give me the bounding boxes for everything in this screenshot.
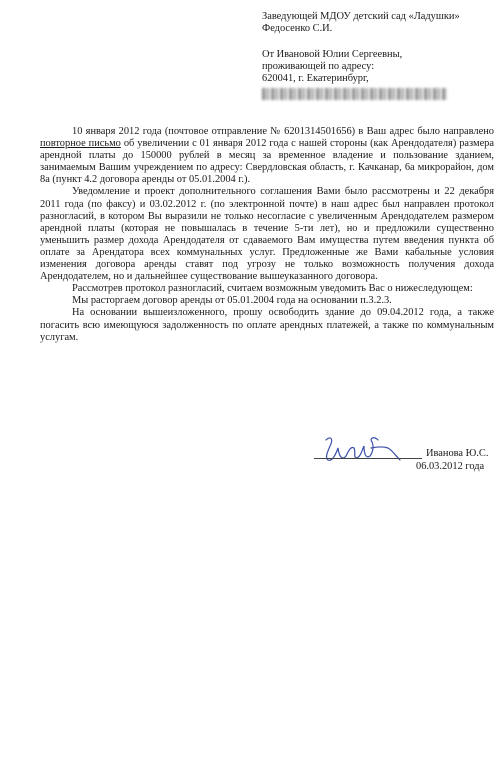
paragraph-4: Мы расторгаем договор аренды от 05.01.2004 года на основании п.3.2.3. [72,295,392,307]
handwritten-signature [316,434,402,466]
paragraph-1-underlined: повторное письмо [40,138,121,150]
paragraph-5: На основании вышеизложенного, прошу освободить здание до 09.04.2012 года, а также погасить всю имеющуюся задолженность по оплате арендных платежей, а также по коммунальным услугам. [40,307,494,343]
letter-body [40,126,494,344]
sender-line-3: 620041, г. Екатеринбург, [262,73,369,85]
paragraph-1-part-1: 10 января 2012 года (почтовое отправление № 6201314501656) в Ваш адрес было направлено [72,126,494,137]
recipient-block [262,11,498,35]
sender-block [262,49,498,100]
recipient-line-2: Федосенко С.И. [262,23,333,35]
sender-line-2: проживающей по адресу: [262,61,375,73]
paragraph-2: Уведомление и проект дополнительного соглашения Вами было рассмотрены и 22 декабря 2011 года (по факсу) и 03.02.2012 г. (по электронной почте) в наш адрес был направлен протокол разногласий, в котором Вы выразили не только несогласие с увеличенным Арендодателем размером арендной платы (которая не повышалась в течение 5-ти лет), но и предложили существенно уменьшить размер дохода Арендодателя от сдаваемого Вам имущества путем введения пункта об оплате за Арендатора всех коммунальных услуг. Предложенные же Вами кабальные условия изменения договора аренды ставят под угрозу не только возможность получения дохода Арендодателем, но и дальнейшее существование вышеуказанного договора. [40,186,494,283]
paragraph-1 [40,126,494,186]
paragraph-1-part-2: об увеличении с 01 января 2012 года с нашей стороны (как Арендодателя) размера арендной платы до 150000 рублей в месяц за временное владение и пользование зданием, занимаемым Вашим учреждением по адресу: Свердловская область, г. Качканар, 6а микрорайон, дом 8а (пункт 4.2 договора аренды от 05.01.2004 г.). [40,138,494,186]
redacted-address-line [262,88,447,100]
signature-date: 06.03.2012 года [416,461,485,472]
sender-line-1: От Ивановой Юлии Сергеевны, [262,49,403,60]
signer-name: Иванова Ю.С. [426,448,489,459]
signature-line [314,458,422,459]
signature-block [310,436,500,496]
recipient-line-1: Заведующей МДОУ детский сад «Ладушки» [262,11,460,22]
paragraph-3: Рассмотрев протокол разногласий, считаем возможным уведомить Вас о нижеследующем: [72,283,473,295]
